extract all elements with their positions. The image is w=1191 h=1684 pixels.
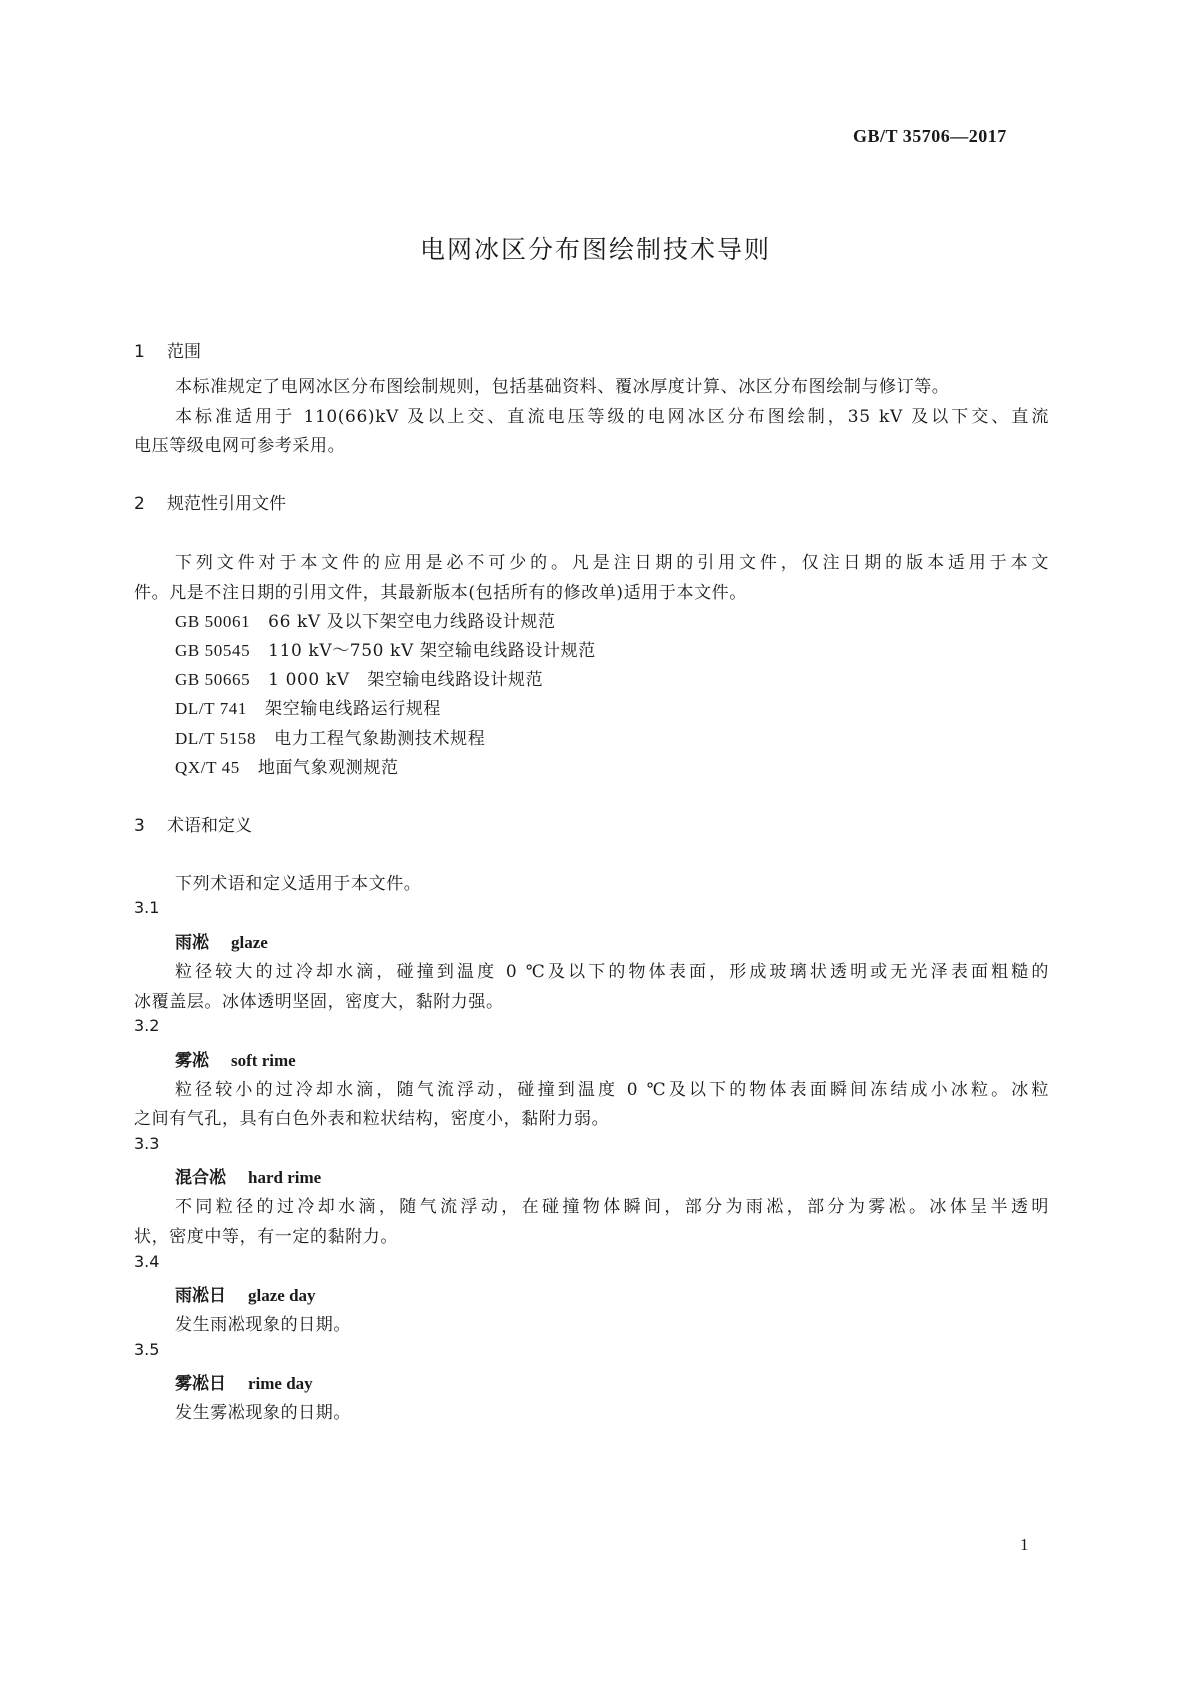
term-chinese: 雾凇日	[175, 1374, 226, 1394]
reference-item	[175, 607, 556, 632]
reference-code: GB 50061	[175, 612, 251, 631]
term-english: rime day	[248, 1374, 313, 1393]
term-definition-line-1: 发生雾凇现象的日期。	[175, 1403, 351, 1423]
section-heading-scope	[134, 337, 201, 362]
section-number: 2	[134, 494, 145, 514]
reference-code: GB 50665	[175, 670, 251, 689]
term-definition-line-2: 冰覆盖层。冰体透明坚固，密度大，黏附力强。	[134, 992, 504, 1012]
term-heading	[175, 928, 268, 953]
scope-paragraph-2-line-1: 本标准适用于 110(66)kV 及以上交、直流电压等级的电网冰区分布图绘制，35 kV 及以下交、直流	[175, 407, 1049, 427]
scope-paragraph-2-line-2: 电压等级电网可参考采用。	[134, 436, 346, 456]
reference-title: 66 kV 及以下架空电力线路设计规范	[268, 612, 556, 632]
scope-paragraph-1: 本标准规定了电网冰区分布图绘制规则，包括基础资料、覆冰厚度计算、冰区分布图绘制与修订等。	[175, 377, 950, 397]
reference-code: DL/T 5158	[175, 729, 257, 748]
term-definition-line-1: 不同粒径的过冷却水滴，随气流浮动，在碰撞物体瞬间，部分为雨凇，部分为雾凇。冰体呈半透明	[175, 1197, 1049, 1217]
document-title: 电网冰区分布图绘制技术导则	[419, 235, 771, 264]
terms-intro: 下列术语和定义适用于本文件。	[175, 874, 422, 894]
reference-code: QX/T 45	[175, 758, 240, 777]
clause-number: 3.1	[134, 898, 160, 917]
term-english: glaze day	[248, 1286, 316, 1305]
page-number: 1	[1020, 1535, 1029, 1554]
reference-title: 电力工程气象勘测技术规程	[274, 729, 486, 749]
reference-code: DL/T 741	[175, 699, 248, 718]
clause-number: 3.4	[134, 1252, 160, 1271]
term-heading	[175, 1163, 321, 1188]
reference-item	[175, 665, 543, 690]
normative-intro-line-2: 件。凡是不注日期的引用文件，其最新版本(包括所有的修改单)适用于本文件。	[134, 583, 747, 603]
clause-number: 3.2	[134, 1016, 160, 1035]
reference-item	[175, 753, 399, 778]
term-heading	[175, 1369, 313, 1394]
term-heading	[175, 1046, 296, 1071]
reference-title: 110 kV～750 kV 架空输电线路设计规范	[268, 641, 596, 661]
term-chinese: 雨凇	[175, 933, 209, 953]
section-title: 范围	[167, 342, 201, 362]
section-title: 术语和定义	[167, 816, 252, 836]
section-title: 规范性引用文件	[167, 494, 286, 514]
standard-code: GB/T 35706—2017	[853, 126, 1007, 146]
term-english: soft rime	[231, 1051, 296, 1070]
term-english: glaze	[231, 933, 268, 952]
clause-number: 3.3	[134, 1134, 160, 1153]
reference-item	[175, 724, 485, 749]
reference-item	[175, 636, 596, 661]
reference-title: 1 000 kV 架空输电线路设计规范	[268, 670, 544, 690]
term-definition-line-2: 之间有气孔，具有白色外表和粒状结构，密度小，黏附力弱。	[134, 1109, 610, 1129]
term-english: hard rime	[248, 1168, 322, 1187]
reference-title: 地面气象观测规范	[257, 758, 399, 778]
normative-intro-line-1: 下列文件对于本文件的应用是必不可少的。凡是注日期的引用文件，仅注日期的版本适用于本文	[175, 553, 1049, 573]
section-heading-terms	[134, 811, 252, 836]
term-definition-line-1: 粒径较小的过冷却水滴，随气流浮动，碰撞到温度 0 ℃及以下的物体表面瞬间冻结成小冰粒。冰粒	[175, 1080, 1049, 1100]
term-chinese: 雨凇日	[175, 1286, 226, 1306]
term-definition-line-2: 状，密度中等，有一定的黏附力。	[134, 1227, 398, 1247]
term-definition-line-1: 发生雨凇现象的日期。	[175, 1315, 351, 1335]
section-number: 1	[134, 342, 145, 362]
reference-item	[175, 694, 441, 719]
term-chinese: 混合凇	[175, 1168, 226, 1188]
term-chinese: 雾凇	[175, 1051, 209, 1071]
section-number: 3	[134, 816, 145, 836]
reference-title: 架空输电线路运行规程	[265, 699, 442, 719]
term-definition-line-1: 粒径较大的过冷却水滴，碰撞到温度 0 ℃及以下的物体表面，形成玻璃状透明或无光泽表面粗糙的	[175, 962, 1049, 982]
reference-code: GB 50545	[175, 641, 251, 660]
clause-number: 3.5	[134, 1340, 160, 1359]
section-heading-normative-references	[134, 489, 286, 514]
term-heading	[175, 1281, 316, 1306]
